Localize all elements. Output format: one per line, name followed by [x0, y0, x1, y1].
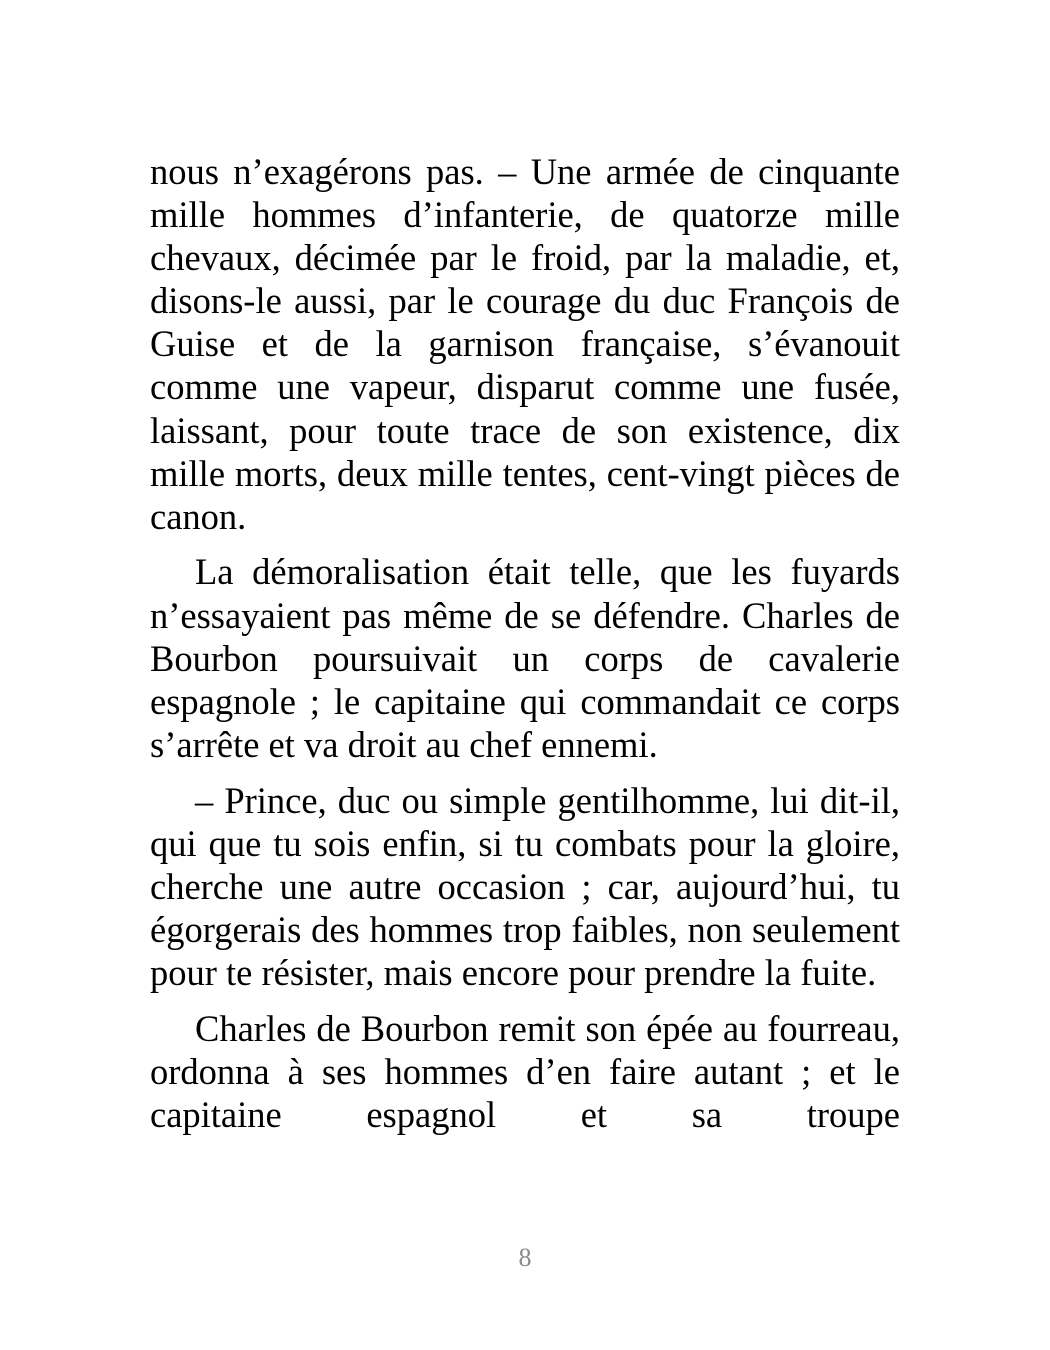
paragraph-2: La démoralisation était telle, que les fuyards n’essayaient pas même de se défendre. Charles de Bourbon poursuivait un corps de cavalerie espagnole ; le capitaine qui commandait ce corps s’arrête et va droit au chef ennemi.: [150, 551, 900, 765]
body-text: [150, 150, 900, 1136]
page-number: 8: [518, 1243, 532, 1272]
paragraph-1: nous n’exagérons pas. – Une armée de cinquante mille hommes d’infanterie, de quatorze mille chevaux, décimée par le froid, par la maladie, et, disons-le aussi, par le courage du duc François de Guise et de la garnison française, s’évanouit comme une vapeur, disparut comme une fusée, laissant, pour toute trace de son existence, dix mille morts, deux mille tentes, cent-vingt pièces de canon.: [150, 151, 900, 537]
paragraph-4: Charles de Bourbon remit son épée au fourreau, ordonna à ses hommes d’en faire autant ; et le capitaine espagnol et sa troupe: [150, 1007, 900, 1135]
paragraph-3: – Prince, duc ou simple gentilhomme, lui dit-il, qui que tu sois enfin, si tu combats pour la gloire, cherche une autre occasion ; car, aujourd’hui, tu égorgerais des hommes trop faibles, non seulement pour te résister, mais encore pour prendre la fuite.: [150, 779, 900, 993]
